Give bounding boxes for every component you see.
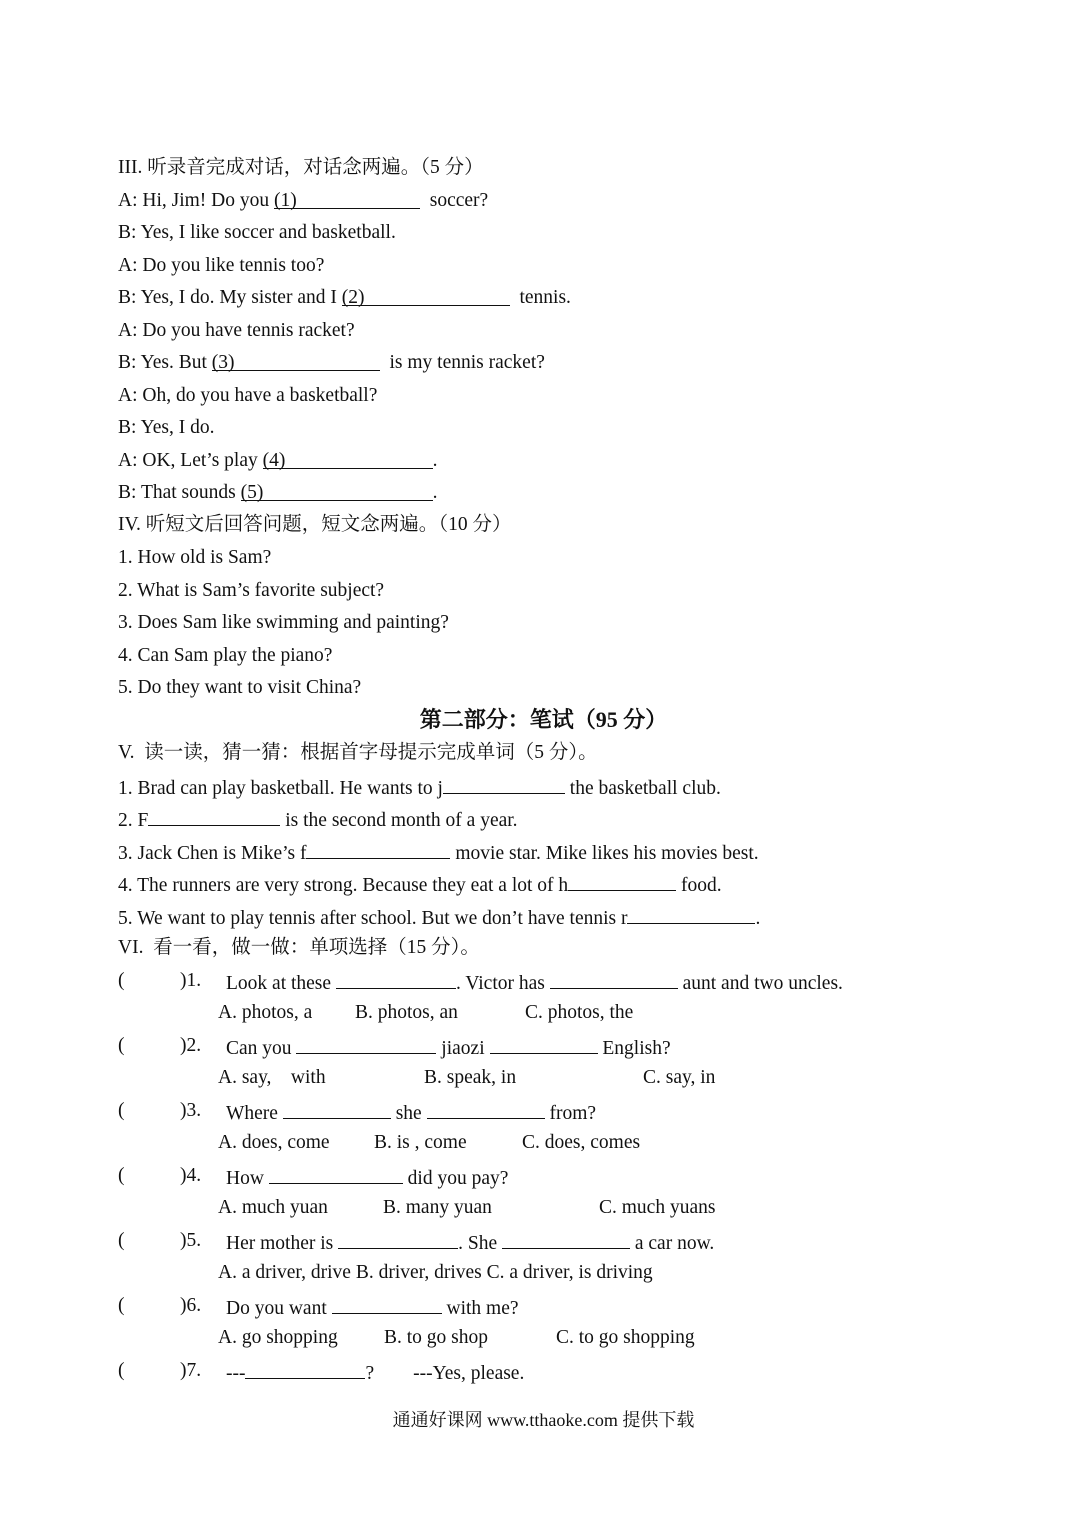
- question-text: Where she from?: [226, 1099, 596, 1126]
- question-text: Do you want with me?: [226, 1294, 519, 1321]
- dialogue-line: A: OK, Let’s play (4) .: [118, 450, 438, 471]
- question-item: 5. Do they want to visit China?: [118, 677, 362, 698]
- question-number: )5.: [180, 1230, 202, 1251]
- question-number: )7.: [180, 1360, 202, 1381]
- option-c[interactable]: C. does, comes: [522, 1132, 641, 1153]
- question-number: )6.: [180, 1295, 202, 1316]
- answer-blank[interactable]: [427, 1099, 545, 1119]
- option-b[interactable]: B. photos, an: [355, 1002, 458, 1023]
- fill-item: 3. Jack Chen is Mike’s f movie star. Mike likes his movies best.: [118, 839, 759, 866]
- option-b[interactable]: B. speak, in: [424, 1067, 517, 1088]
- question-number: )1.: [180, 970, 202, 991]
- fill-item: 5. We want to play tennis after school. But we don’t have tennis r .: [118, 904, 760, 931]
- option-a[interactable]: A. say, with: [218, 1067, 326, 1088]
- question-text: Look at these . Victor has aunt and two uncles.: [226, 969, 843, 996]
- question-text: --- ? ---Yes, please.: [226, 1359, 524, 1386]
- answer-paren[interactable]: (: [118, 1230, 125, 1251]
- answer-blank[interactable]: [148, 806, 280, 826]
- question-item: 4. Can Sam play the piano?: [118, 645, 333, 666]
- answer-blank[interactable]: [550, 969, 678, 989]
- option-a[interactable]: A. photos, a: [218, 1002, 313, 1023]
- answer-blank[interactable]: [338, 1229, 458, 1249]
- question-item: 3. Does Sam like swimming and painting?: [118, 612, 449, 633]
- answer-blank[interactable]: [269, 1164, 403, 1184]
- option-c[interactable]: C. photos, the: [525, 1002, 634, 1023]
- dialogue-line: B: Yes, I do. My sister and I (2) tennis.: [118, 287, 571, 308]
- question-text: How did you pay?: [226, 1164, 508, 1191]
- answer-blank[interactable]: [490, 1034, 598, 1054]
- dialogue-line: A: Do you like tennis too?: [118, 255, 325, 276]
- dialogue-line: B: That sounds (5) .: [118, 482, 438, 503]
- option-c[interactable]: C. much yuans: [599, 1197, 716, 1218]
- answer-blank[interactable]: (2): [342, 286, 510, 306]
- options-line[interactable]: A. a driver, drive B. driver, drives C. a driver, is driving: [218, 1262, 653, 1283]
- section-5-heading: V. 读一读，猜一猜：根据首字母提示完成单词（5 分）。: [118, 742, 598, 763]
- dialogue-line: A: Do you have tennis racket?: [118, 320, 355, 341]
- option-b[interactable]: B. to go shop: [384, 1327, 489, 1348]
- section-6-heading: VI. 看一看，做一做：单项选择（15 分）。: [118, 937, 480, 958]
- answer-paren[interactable]: (: [118, 1165, 125, 1186]
- dialogue-line: A: Oh, do you have a basketball?: [118, 385, 378, 406]
- page-footer: 通通好课网 www.tthaoke.com 提供下载: [392, 1410, 695, 1430]
- option-c[interactable]: C. say, in: [643, 1067, 716, 1088]
- answer-blank[interactable]: (5): [241, 481, 433, 501]
- question-text: Her mother is . She a car now.: [226, 1229, 714, 1256]
- question-number: )4.: [180, 1165, 202, 1186]
- question-item: 2. What is Sam’s favorite subject?: [118, 580, 385, 601]
- option-b[interactable]: B. many yuan: [383, 1197, 492, 1218]
- option-a[interactable]: A. go shopping: [218, 1327, 338, 1348]
- question-number: )2.: [180, 1035, 202, 1056]
- dialogue-line: B: Yes, I do.: [118, 417, 215, 438]
- option-c[interactable]: C. to go shopping: [556, 1327, 695, 1348]
- answer-blank[interactable]: [332, 1294, 442, 1314]
- fill-item: 2. F is the second month of a year.: [118, 806, 518, 833]
- dialogue-line: B: Yes, I like soccer and basketball.: [118, 222, 396, 243]
- section-4-heading: IV. 听短文后回答问题，短文念两遍。（10 分）: [118, 514, 512, 535]
- option-b[interactable]: B. is , come: [374, 1132, 467, 1153]
- answer-blank[interactable]: [336, 969, 456, 989]
- answer-paren[interactable]: (: [118, 1360, 125, 1381]
- option-a[interactable]: A. much yuan: [218, 1197, 328, 1218]
- fill-item: 4. The runners are very strong. Because they eat a lot of h food.: [118, 871, 722, 898]
- answer-blank[interactable]: [568, 871, 676, 891]
- section-3-heading: III. 听录音完成对话，对话念两遍。（5 分）: [118, 157, 484, 178]
- answer-blank[interactable]: (1): [274, 189, 420, 209]
- question-text: Can you jiaozi English?: [226, 1034, 671, 1061]
- dialogue-line: B: Yes. But (3) is my tennis racket?: [118, 352, 545, 373]
- answer-paren[interactable]: (: [118, 1295, 125, 1316]
- answer-blank[interactable]: [627, 904, 755, 924]
- fill-item: 1. Brad can play basketball. He wants to j the basketball club.: [118, 774, 721, 801]
- answer-blank[interactable]: (3): [212, 351, 380, 371]
- answer-paren[interactable]: (: [118, 970, 125, 991]
- answer-paren[interactable]: (: [118, 1035, 125, 1056]
- question-number: )3.: [180, 1100, 202, 1121]
- answer-blank[interactable]: [283, 1099, 391, 1119]
- option-a[interactable]: A. does, come: [218, 1132, 330, 1153]
- answer-blank[interactable]: [502, 1229, 630, 1249]
- answer-blank[interactable]: [306, 839, 450, 859]
- part-2-title: 第二部分：笔试（95 分）: [419, 707, 668, 732]
- dialogue-line: A: Hi, Jim! Do you (1) soccer?: [118, 190, 489, 211]
- answer-blank[interactable]: [443, 774, 565, 794]
- answer-blank[interactable]: (4): [263, 449, 433, 469]
- answer-blank[interactable]: [245, 1359, 365, 1379]
- answer-paren[interactable]: (: [118, 1100, 125, 1121]
- answer-blank[interactable]: [296, 1034, 436, 1054]
- question-item: 1. How old is Sam?: [118, 547, 272, 568]
